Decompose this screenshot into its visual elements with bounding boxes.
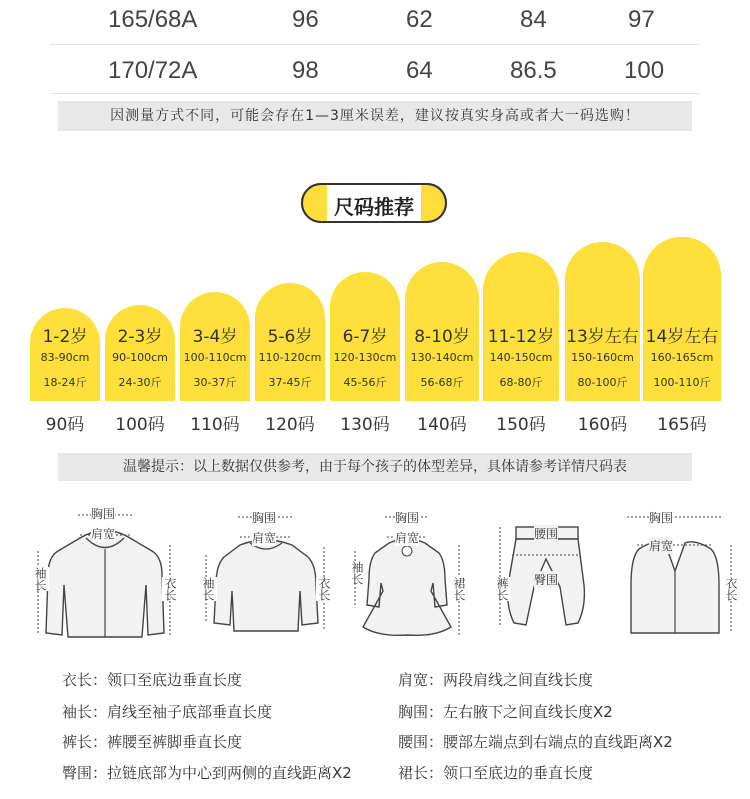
size-table-row [60,0,700,44]
card-age: 11-12岁 [487,327,555,347]
card-size-code: 140码 [417,415,467,435]
card-size-code: 120码 [265,415,315,435]
size-tip: 温馨提示：以上数据仅供参考，由于每个孩子的体型差异，具体请参考详情尺码表 [58,453,692,481]
definition-item: 裤长：裤腰至裤脚垂直长度 [62,733,243,751]
vest-icon [615,505,740,645]
sleeve-label: 袖长 [350,561,364,585]
size-value: 97 [628,6,655,33]
card-size-code: 165码 [657,415,707,435]
definition-item: 裙长：领口至底边的垂直长度 [398,764,594,782]
size-card [483,252,559,401]
row-divider [50,44,700,45]
size-label: 165/68A [108,6,198,33]
card-height: 160-165cm [650,351,714,364]
size-value: 64 [406,57,433,84]
card-height: 150-160cm [571,351,634,364]
size-card [255,283,325,401]
card-weight: 24-30斤 [118,376,162,389]
dress-diagram [345,505,470,645]
chest-label: 胸围 [395,511,420,525]
card-height: 120-130cm [333,351,397,364]
card-height: 110-120cm [258,351,322,364]
size-value: 98 [292,57,319,84]
card-age: 8-10岁 [414,327,470,347]
length-label: 裤长 [495,577,509,601]
card-weight: 45-56斤 [343,376,387,389]
card-age: 1-2岁 [42,327,88,347]
waist-label: 腰围 [534,527,559,541]
definition-item: 衣长：领口至底边垂直长度 [62,671,243,689]
size-label: 170/72A [108,57,198,84]
length-label: 衣长 [317,577,331,601]
size-card [565,242,640,401]
row-divider [50,93,700,94]
sleeve-label: 袖长 [33,567,47,591]
card-height: 140-150cm [489,351,553,364]
size-value: 96 [292,6,319,33]
length-label: 裙长 [452,577,466,601]
sweater-icon [196,505,336,645]
size-value: 100 [624,57,665,84]
shoulder-label: 肩宽 [395,531,420,545]
definition-item: 腰围：腰部左端点到右端点的直线距离X2 [398,733,673,751]
definition-item: 臀围：拉链底部为中心到两侧的直线距离X2 [62,764,352,782]
card-size-code: 90码 [45,415,85,435]
hip-label: 臀围 [534,573,559,587]
size-card [643,237,721,401]
card-age: 2-3岁 [117,327,163,347]
card-weight: 56-68斤 [420,376,464,389]
card-weight: 18-24斤 [43,376,87,389]
card-height: 90-100cm [112,351,168,364]
size-card [105,305,175,401]
card-age: 3-4岁 [192,327,238,347]
card-weight: 30-37斤 [193,376,237,389]
size-card [180,292,250,401]
card-weight: 37-45斤 [268,376,312,389]
jacket-diagram [30,505,180,645]
card-weight: 80-100斤 [577,376,628,389]
measurement-note: 因测量方式不同，可能会存在1—3厘米误差，建议按真实身高或者大一码选购！ [58,101,692,131]
pants-diagram [488,515,603,645]
size-value: 84 [520,6,547,33]
card-size-code: 100码 [115,415,165,435]
definition-item: 袖长：肩线至袖子底部垂直长度 [62,703,273,721]
section-title-text: 尺码推荐 [334,195,414,219]
shoulder-label: 肩宽 [649,539,674,553]
card-age: 5-6岁 [267,327,313,347]
vest-diagram [615,505,740,645]
card-size-code: 130码 [340,415,390,435]
size-value: 62 [406,6,433,33]
card-size-code: 160码 [577,415,628,435]
card-size-code: 150码 [496,415,546,435]
sleeve-label: 袖长 [201,577,215,601]
size-card [330,272,400,401]
card-age: 14岁左右 [645,327,719,347]
card-height: 100-110cm [183,351,247,364]
chest-label: 胸围 [649,511,674,525]
definition-item: 肩宽：两段肩线之间直线长度 [398,671,594,689]
section-title [301,183,447,223]
card-age: 13岁左右 [566,327,639,347]
card-age: 6-7岁 [342,327,388,347]
chest-label: 胸围 [91,507,116,521]
size-table-row [60,51,700,95]
card-size-code: 110码 [190,415,240,435]
card-height: 83-90cm [40,351,90,364]
size-card [405,262,479,401]
length-label: 衣长 [724,577,738,601]
definition-item: 胸围：左右腋下之间直线长度X2 [398,703,613,721]
size-card [30,308,100,401]
card-weight: 68-80斤 [499,376,543,389]
sweater-diagram [196,505,336,645]
card-height: 130-140cm [410,351,474,364]
shoulder-label: 肩宽 [91,527,116,541]
shoulder-label: 肩宽 [252,531,277,545]
card-weight: 100-110斤 [653,376,711,389]
length-label: 衣长 [163,577,177,601]
chest-label: 胸围 [252,511,277,525]
size-value: 86.5 [510,57,557,84]
